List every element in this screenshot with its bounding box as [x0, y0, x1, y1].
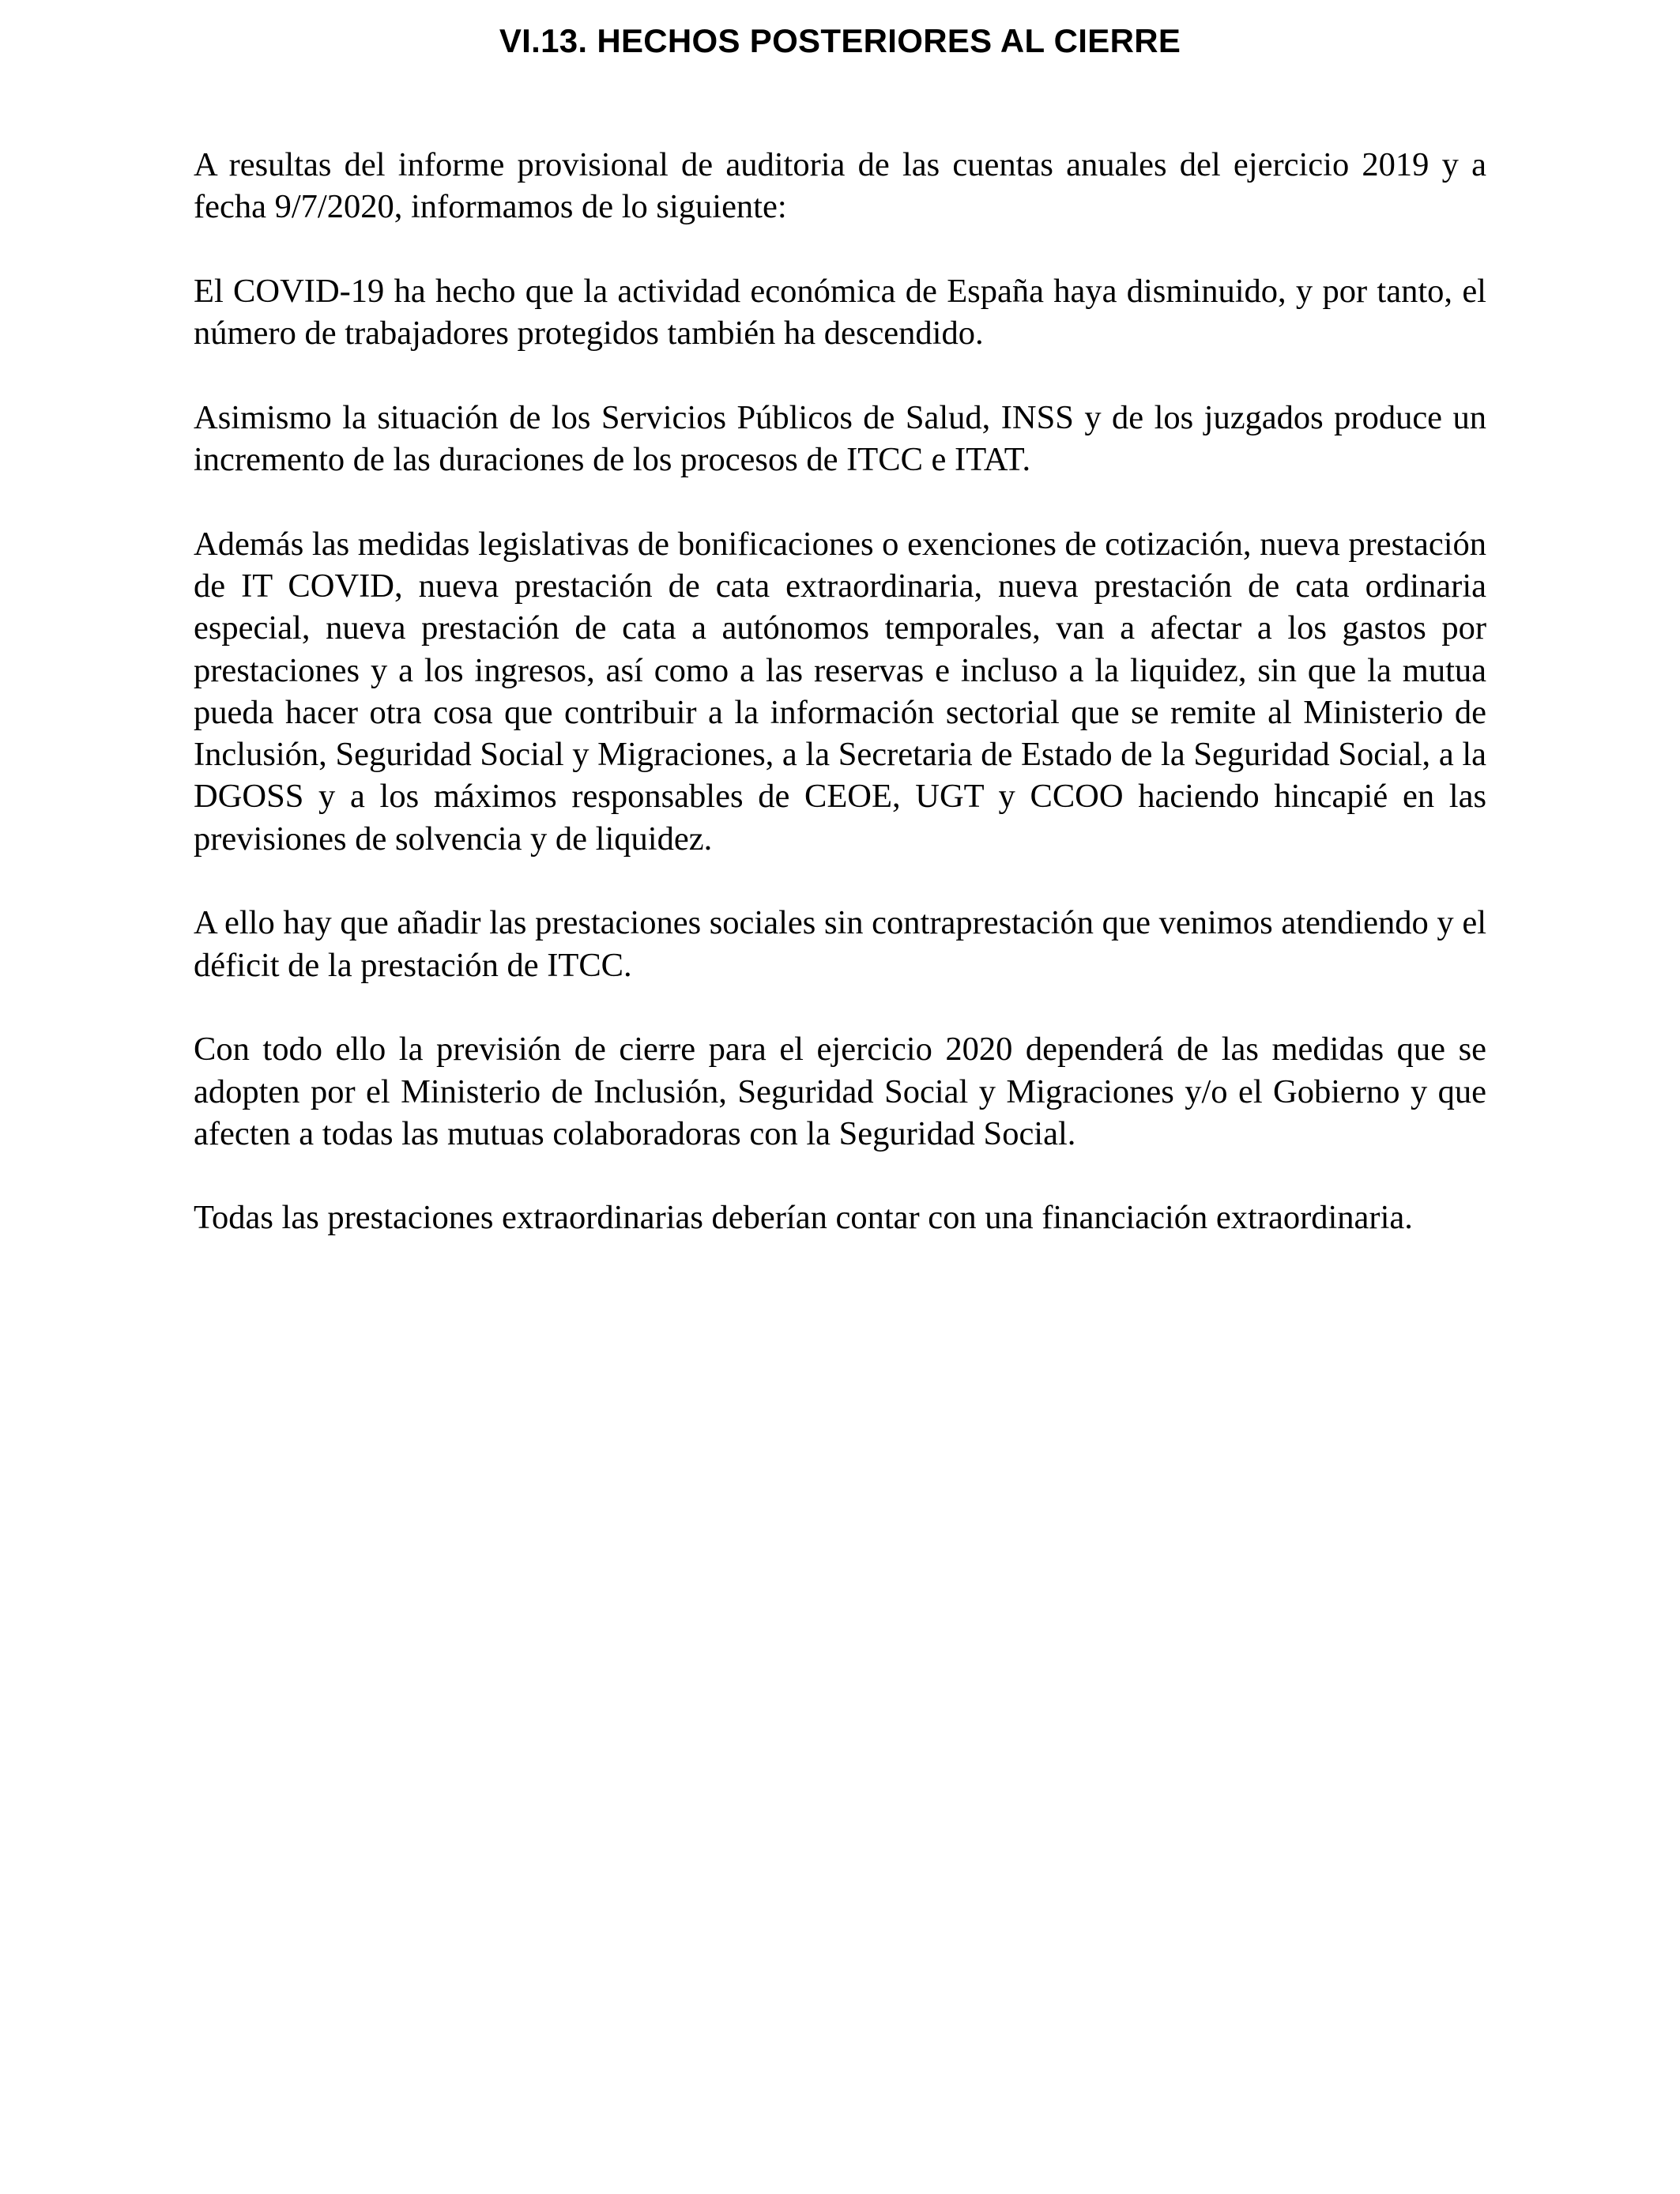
paragraph-health-services: Asimismo la situación de los Servicios Públicos de Salud, INSS y de los juzgados produce un incremento de las duraciones de los procesos de ITCC e ITAT.	[194, 398, 1486, 479]
paragraph-financing: Todas las prestaciones extraordinarias deberían contar con una financiación extraordinaria.	[194, 1199, 1413, 1237]
section-title: VI.13. HECHOS POSTERIORES AL CIERRE	[499, 22, 1181, 59]
paragraph-legislative-measures: Además las medidas legislativas de bonificaciones o exenciones de cotización, nueva prestación de IT COVID, nueva prestación de cata extraordinaria, nueva prestación de cata ordinaria especial, nueva prestación de cata a autónomos temporales, van a afectar a los gastos por prestaciones y a los ingresos, así como a las reservas e incluso a la liquidez, sin que la mutua pueda hacer otra cosa que contribuir a la información sectorial que se remite al Ministerio de Inclusión, Seguridad Social y Migraciones, a la Secretaria de Estado de la Seguridad Social, a la DGOSS y a los máximos responsables de CEOE, UGT y CCOO haciendo hincapié en las previsiones de solvencia y de liquidez.	[194, 525, 1486, 858]
paragraph-covid-impact: El COVID-19 ha hecho que la actividad económica de España haya disminuido, y por tanto, el número de trabajadores protegidos también ha descendido.	[194, 272, 1486, 352]
paragraph-audit-intro: A resultas del informe provisional de auditoria de las cuentas anuales del ejercicio 2019 y a fecha 9/7/2020, informamos de lo siguiente:	[194, 146, 1486, 226]
paragraph-social-benefits: A ello hay que añadir las prestaciones sociales sin contraprestación que venimos atendiendo y el déficit de la prestación de ITCC.	[194, 904, 1486, 984]
paragraph-closing-forecast: Con todo ello la previsión de cierre para el ejercicio 2020 dependerá de las medidas que se adopten por el Ministerio de Inclusión, Seguridad Social y Migraciones y/o el Gobierno y que afecten a todas las mutuas colaboradoras con la Seguridad Social.	[194, 1031, 1486, 1152]
document-body	[194, 144, 1486, 1281]
